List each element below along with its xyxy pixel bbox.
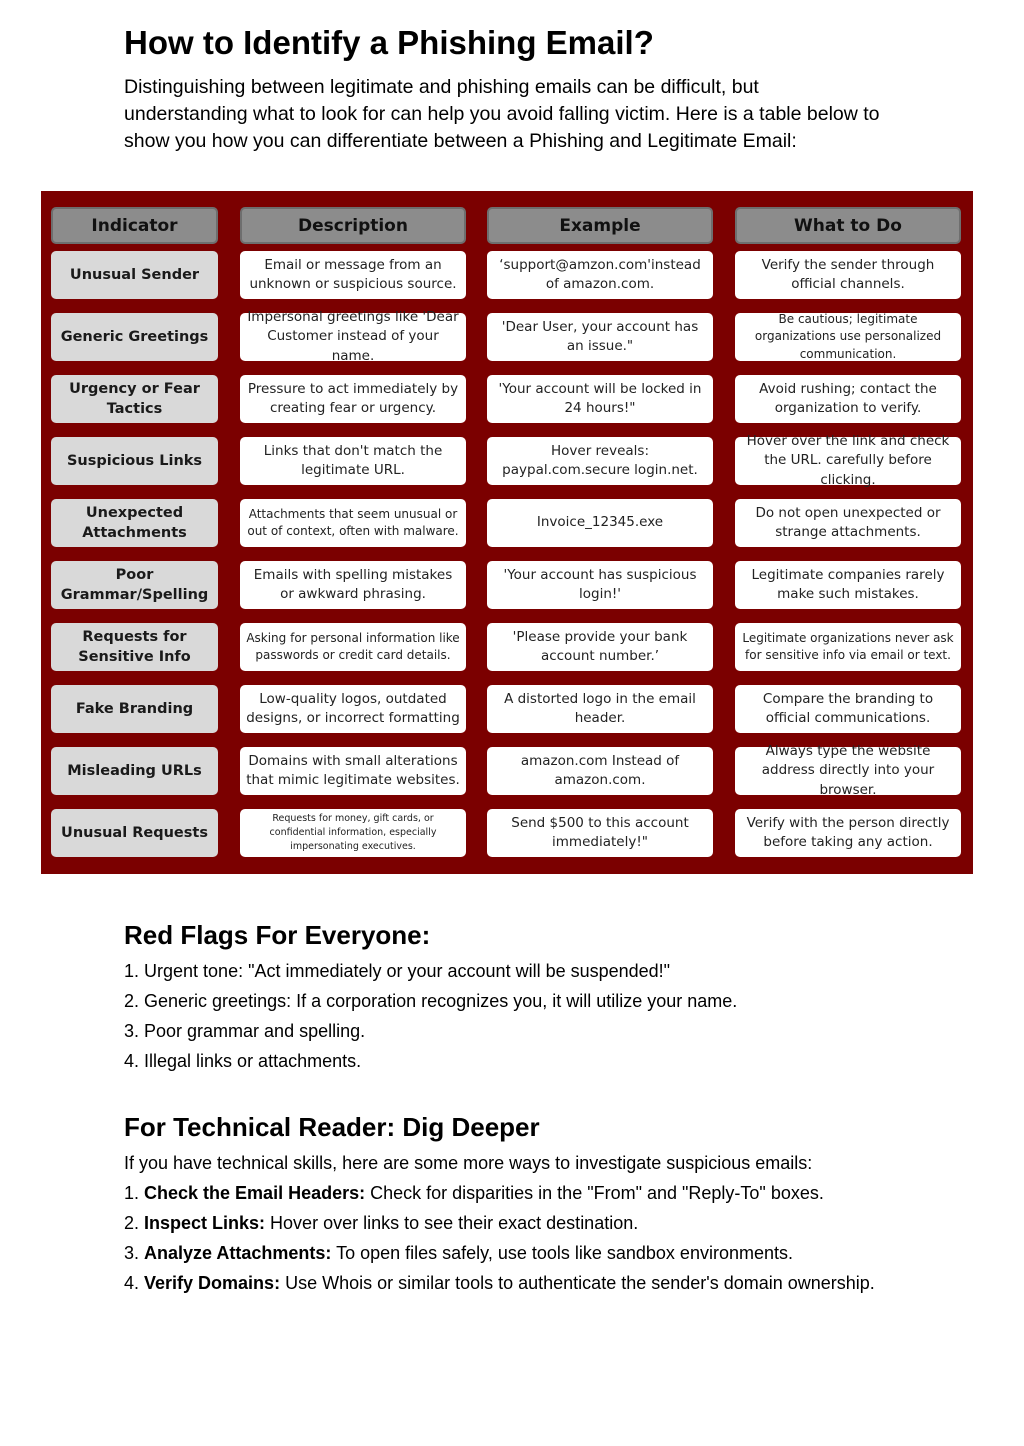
description-cell: Impersonal greetings like 'Dear Customer instead of your name. — [240, 313, 466, 361]
header-what-to-do: What to Do — [735, 207, 961, 244]
phishing-indicator-table — [41, 191, 973, 874]
list-item: 3. Poor grammar and spelling. — [124, 1021, 366, 1041]
indicator-cell: Suspicious Links — [51, 437, 218, 485]
description-cell: Attachments that seem unusual or out of context, often with malware. — [240, 499, 466, 547]
technical-heading: For Technical Reader: Dig Deeper — [124, 1112, 540, 1142]
list-item: 2. Inspect Links: Hover over links to see their exact destination. — [124, 1213, 639, 1233]
indicator-cell: Urgency or Fear Tactics — [51, 375, 218, 423]
header-description: Description — [240, 207, 466, 244]
example-cell: ‘support@amzon.com'instead of amazon.com. — [487, 251, 713, 299]
description-cell: Links that don't match the legitimate URL. — [240, 437, 466, 485]
example-cell: 'Please provide your bank account number.’ — [487, 623, 713, 671]
indicator-cell: Unexpected Attachments — [51, 499, 218, 547]
indicator-cell: Misleading URLs — [51, 747, 218, 795]
indicator-cell: Generic Greetings — [51, 313, 218, 361]
list-item: 1. Check the Email Headers: Check for disparities in the "From" and "Reply-To" boxes. — [124, 1183, 824, 1203]
indicator-cell: Unusual Sender — [51, 251, 218, 299]
action-cell: Be cautious; legitimate organizations use personalized communication. — [735, 313, 961, 361]
list-item: 3. Analyze Attachments: To open files safely, use tools like sandbox environments. — [124, 1243, 793, 1263]
description-cell: Requests for money, gift cards, or confidential information, especially impersonating executives. — [240, 809, 466, 857]
technical-intro: If you have technical skills, here are some more ways to investigate suspicious emails: — [124, 1153, 813, 1173]
action-cell: Hover over the link and check the URL. carefully before clicking. — [735, 437, 961, 485]
indicator-cell: Poor Grammar/Spelling — [51, 561, 218, 609]
action-cell: Avoid rushing; contact the organization to verify. — [735, 375, 961, 423]
action-cell: Legitimate companies rarely make such mistakes. — [735, 561, 961, 609]
red-flags-heading: Red Flags For Everyone: — [124, 920, 431, 950]
list-item: 4. Verify Domains: Use Whois or similar tools to authenticate the sender's domain ownership. — [124, 1273, 875, 1293]
action-cell: Legitimate organizations never ask for sensitive info via email or text. — [735, 623, 961, 671]
indicator-cell: Unusual Requests — [51, 809, 218, 857]
example-cell: amazon.com Instead of amazon.com. — [487, 747, 713, 795]
action-cell: Verify with the person directly before taking any action. — [735, 809, 961, 857]
page-title: How to Identify a Phishing Email? — [124, 24, 654, 61]
header-example: Example — [487, 207, 713, 244]
indicator-cell: Fake Branding — [51, 685, 218, 733]
example-cell: 'Your account has suspicious login!' — [487, 561, 713, 609]
description-cell: Pressure to act immediately by creating fear or urgency. — [240, 375, 466, 423]
description-cell: Domains with small alterations that mimic legitimate websites. — [240, 747, 466, 795]
list-item: 2. Generic greetings: If a corporation recognizes you, it will utilize your name. — [124, 991, 738, 1011]
indicator-cell: Requests for Sensitive Info — [51, 623, 218, 671]
description-cell: Low-quality logos, outdated designs, or incorrect formatting — [240, 685, 466, 733]
action-cell: Always type the website address directly into your browser. — [735, 747, 961, 795]
list-item: 1. Urgent tone: "Act immediately or your account will be suspended!" — [124, 961, 671, 981]
list-item: 4. Illegal links or attachments. — [124, 1051, 362, 1071]
example-cell: Hover reveals: paypal.com.secure login.net. — [487, 437, 713, 485]
example-cell: Invoice_12345.exe — [487, 499, 713, 547]
action-cell: Verify the sender through official channels. — [735, 251, 961, 299]
action-cell: Compare the branding to official communications. — [735, 685, 961, 733]
example-cell: 'Dear User, your account has an issue." — [487, 313, 713, 361]
action-cell: Do not open unexpected or strange attachments. — [735, 499, 961, 547]
example-cell: 'Your account will be locked in 24 hours!" — [487, 375, 713, 423]
description-cell: Emails with spelling mistakes or awkward phrasing. — [240, 561, 466, 609]
example-cell: A distorted logo in the email header. — [487, 685, 713, 733]
description-cell: Asking for personal information like passwords or credit card details. — [240, 623, 466, 671]
header-indicator: Indicator — [51, 207, 218, 244]
intro-paragraph: Distinguishing between legitimate and phishing emails can be difficult, but understanding what to look for can help you avoid falling victim. Here is a table below to show you how you can differentiate between a Phishing and Legitimate Email: — [124, 76, 880, 152]
description-cell: Email or message from an unknown or suspicious source. — [240, 251, 466, 299]
example-cell: Send $500 to this account immediately!" — [487, 809, 713, 857]
